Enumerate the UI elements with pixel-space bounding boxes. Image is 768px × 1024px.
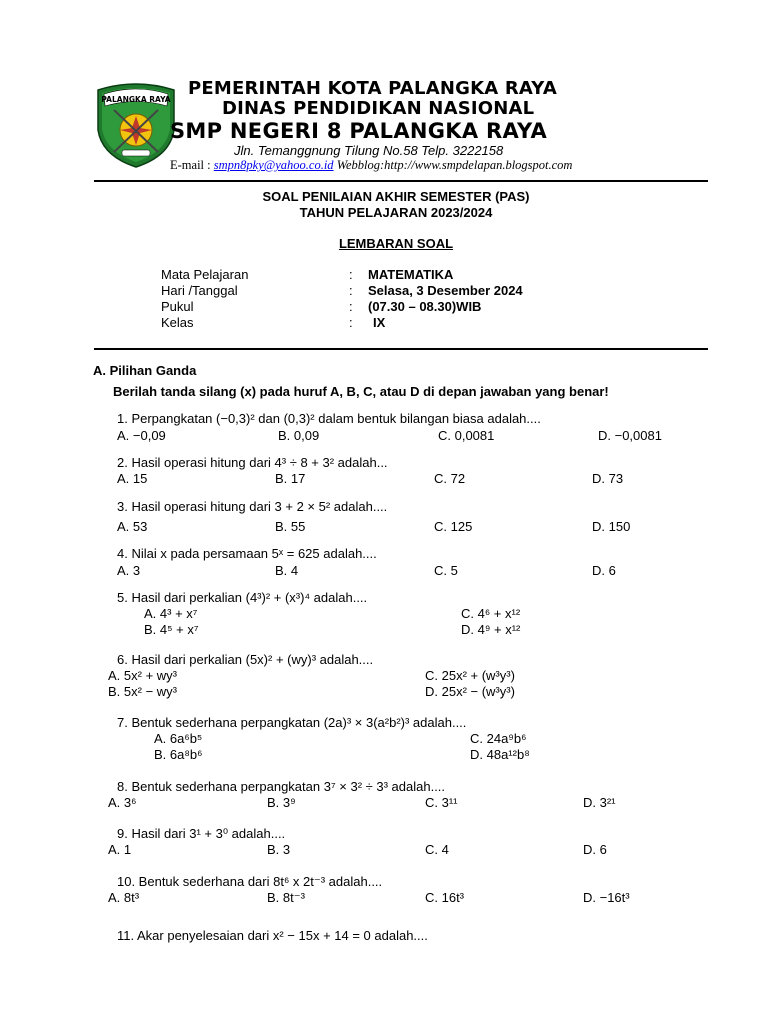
question-stem: 3. Hasil operasi hitung dari 3 + 2 × 5² adalah....: [117, 499, 388, 514]
option-b: B. 5x² − wy³: [108, 684, 177, 699]
question-stem: 5. Hasil dari perkalian (4³)² + (x³)⁴ adalah....: [117, 590, 368, 605]
option-b: B. 8t⁻³: [267, 890, 305, 905]
option-b: B. 3: [267, 842, 291, 857]
info-label: Mata Pelajaran: [161, 267, 249, 282]
option-b: B. 4: [275, 563, 299, 578]
option-a: A. −0,09: [117, 428, 166, 443]
sheet-title: LEMBARAN SOAL: [338, 236, 454, 251]
info-label: Hari /Tanggal: [161, 283, 238, 298]
exam-year: TAHUN PELAJARAN 2023/2024: [299, 205, 493, 220]
option-d: D. 4⁹ + x¹²: [461, 622, 521, 637]
question-stem: 2. Hasil operasi hitung dari 4³ ÷ 8 + 3² adalah...: [117, 455, 388, 470]
info-sep: :: [349, 299, 353, 314]
option-c: C. 25x² + (w³y³): [425, 668, 515, 683]
option-c: C. 125: [434, 519, 473, 534]
info-value: Selasa, 3 Desember 2024: [368, 283, 523, 298]
info-value: MATEMATIKA: [368, 267, 454, 282]
email-link[interactable]: smpn8pky@yahoo.co.id: [213, 158, 334, 172]
option-a: A. 8t³: [108, 890, 140, 905]
header-divider: [94, 180, 708, 182]
svg-text:PALANGKA RAYA: PALANGKA RAYA: [101, 95, 171, 104]
header-contact: [170, 158, 572, 173]
option-b: B. 55: [275, 519, 306, 534]
section-instruction: Berilah tanda silang (x) pada huruf A, B, C, atau D di depan jawaban yang benar!: [113, 384, 609, 399]
option-d: D. 48a¹²b⁸: [470, 747, 530, 762]
info-label: Kelas: [161, 315, 194, 330]
option-d: D. −16t³: [583, 890, 630, 905]
option-a: A. 15: [117, 471, 148, 486]
info-sep: :: [349, 267, 353, 282]
option-b: B. 0,09: [278, 428, 320, 443]
info-sep: :: [349, 283, 353, 298]
option-c: C. 16t³: [425, 890, 465, 905]
option-a: A. 53: [117, 519, 148, 534]
question-stem: 6. Hasil dari perkalian (5x)² + (wy)³ adalah....: [117, 652, 374, 667]
info-sep: :: [349, 315, 353, 330]
option-d: D. 150: [592, 519, 631, 534]
question-stem: 9. Hasil dari 3¹ + 3⁰ adalah....: [117, 826, 286, 841]
option-b: B. 17: [275, 471, 306, 486]
option-c: C. 3¹¹: [425, 795, 458, 810]
question-stem: 1. Perpangkatan (−0,3)² dan (0,3)² dalam bentuk bilangan biasa adalah....: [117, 411, 541, 426]
question-stem: 11. Akar penyelesaian dari x² − 15x + 14 = 0 adalah....: [117, 928, 428, 943]
option-c: C. 0,0081: [438, 428, 495, 443]
option-b: B. 3⁹: [267, 795, 296, 810]
option-b: B. 4⁵ + x⁷: [144, 622, 199, 637]
question-stem: 8. Bentuk sederhana perpangkatan 3⁷ × 3² ÷ 3³ adalah....: [117, 779, 446, 794]
school-emblem-logo: [94, 80, 178, 168]
header-address: Jln. Temanggnung Tilung No.58 Telp. 3222158: [234, 143, 504, 158]
option-d: D. −0,0081: [598, 428, 662, 443]
option-d: D. 6: [592, 563, 616, 578]
header-line-2: DINAS PENDIDIKAN NASIONAL: [222, 98, 535, 119]
info-value: (07.30 – 08.30)WIB: [368, 299, 482, 314]
question-stem: 7. Bentuk sederhana perpangkatan (2a)³ × 3(a²b²)³ adalah....: [117, 715, 467, 730]
option-b: B. 6a⁸b⁶: [154, 747, 203, 762]
option-d: D. 6: [583, 842, 607, 857]
exam-title: SOAL PENILAIAN AKHIR SEMESTER (PAS): [262, 189, 530, 204]
email-label: E-mail :: [170, 158, 211, 172]
option-a: A. 5x² + wy³: [108, 668, 177, 683]
option-c: C. 4⁶ + x¹²: [461, 606, 521, 621]
option-c: C. 24a⁹b⁶: [470, 731, 527, 746]
option-a: A. 3⁶: [108, 795, 137, 810]
section-divider: [94, 348, 708, 350]
question-stem: 4. Nilai x pada persamaan 5ˣ = 625 adalah....: [117, 546, 377, 561]
option-a: A. 6a⁶b⁵: [154, 731, 203, 746]
option-c: C. 4: [425, 842, 449, 857]
option-a: A. 4³ + x⁷: [144, 606, 198, 621]
header-school-name: SMP NEGERI 8 PALANGKA RAYA: [170, 119, 548, 143]
question-stem: 10. Bentuk sederhana dari 8t⁶ x 2t⁻³ adalah....: [117, 874, 383, 889]
info-value: IX: [373, 315, 386, 330]
section-title: A. Pilihan Ganda: [93, 363, 197, 378]
option-d: D. 3²¹: [583, 795, 616, 810]
option-a: A. 3: [117, 563, 141, 578]
option-d: D. 73: [592, 471, 624, 486]
weblog-text: Webblog:http://www.smpdelapan.blogspot.com: [336, 158, 573, 172]
info-label: Pukul: [161, 299, 194, 314]
option-c: C. 5: [434, 563, 458, 578]
option-d: D. 25x² − (w³y³): [425, 684, 515, 699]
header-line-1: PEMERINTAH KOTA PALANGKA RAYA: [188, 78, 557, 99]
option-c: C. 72: [434, 471, 466, 486]
option-a: A. 1: [108, 842, 132, 857]
